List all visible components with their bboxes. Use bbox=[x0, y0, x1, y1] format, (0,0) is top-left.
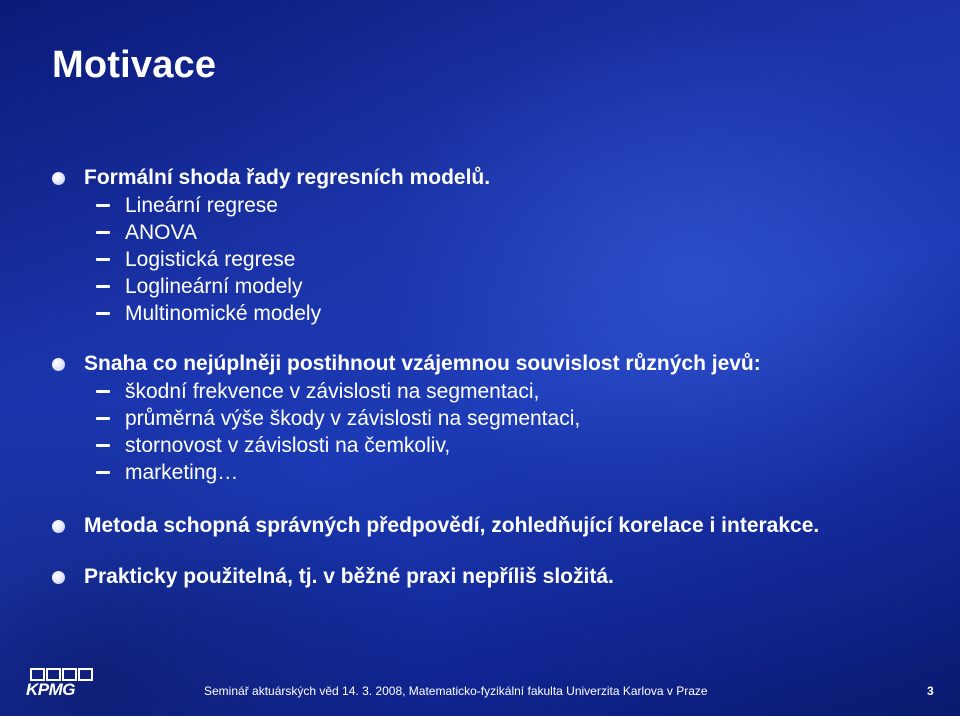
sub-item: stornovost v závislosti na čemkoliv, bbox=[50, 432, 930, 459]
dash-icon bbox=[96, 312, 110, 315]
bullet-item bbox=[50, 167, 930, 189]
page-number: 3 bbox=[927, 684, 934, 698]
sub-item: škodní frekvence v závislosti na segmentaci, bbox=[50, 378, 930, 405]
bullet-block bbox=[50, 353, 930, 486]
dash-icon bbox=[96, 471, 110, 474]
sub-list bbox=[50, 378, 930, 486]
bullet-dot-icon bbox=[52, 520, 65, 533]
sub-item: Logistická regrese bbox=[50, 246, 930, 273]
kpmg-logo bbox=[26, 668, 100, 702]
logo-box bbox=[78, 668, 93, 681]
bullet-text: Prakticky použitelná, tj. v běžné praxi nepříliš složitá. bbox=[84, 565, 614, 588]
slide-content bbox=[50, 167, 930, 588]
dash-icon bbox=[96, 231, 110, 234]
bullet-block bbox=[50, 515, 930, 537]
sub-item: marketing… bbox=[50, 459, 930, 486]
slide-title: Motivace bbox=[52, 44, 217, 86]
sub-item: ANOVA bbox=[50, 219, 930, 246]
bullet-block bbox=[50, 566, 930, 588]
footer-text: Seminář aktuárských věd 14. 3. 2008, Matematicko-fyzikální fakulta Univerzita Karlova v Praze bbox=[204, 684, 708, 698]
sub-item: průměrná výše škody v závislosti na segmentaci, bbox=[50, 405, 930, 432]
bullet-text: Snaha co nejúplněji postihnout vzájemnou souvislost různých jevů: bbox=[84, 352, 761, 375]
bullet-dot-icon bbox=[52, 172, 65, 185]
bullet-item bbox=[50, 515, 930, 537]
kpmg-wordmark: KPMG bbox=[26, 680, 75, 699]
bullet-dot-icon bbox=[52, 358, 65, 371]
sub-list bbox=[50, 192, 930, 327]
dash-icon bbox=[96, 285, 110, 288]
bullet-text: Metoda schopná správných předpovědí, zohledňující korelace i interakce. bbox=[84, 514, 820, 537]
bullet-text: Formální shoda řady regresních modelů. bbox=[84, 166, 491, 189]
sub-item: Lineární regrese bbox=[50, 192, 930, 219]
dash-icon bbox=[96, 204, 110, 207]
dash-icon bbox=[96, 258, 110, 261]
bullet-item bbox=[50, 353, 930, 375]
sub-item: Loglineární modely bbox=[50, 273, 930, 300]
sub-item: Multinomické modely bbox=[50, 300, 930, 327]
bullet-item bbox=[50, 566, 930, 588]
dash-icon bbox=[96, 390, 110, 393]
bullet-dot-icon bbox=[52, 571, 65, 584]
bullet-block bbox=[50, 167, 930, 327]
dash-icon bbox=[96, 417, 110, 420]
dash-icon bbox=[96, 444, 110, 447]
